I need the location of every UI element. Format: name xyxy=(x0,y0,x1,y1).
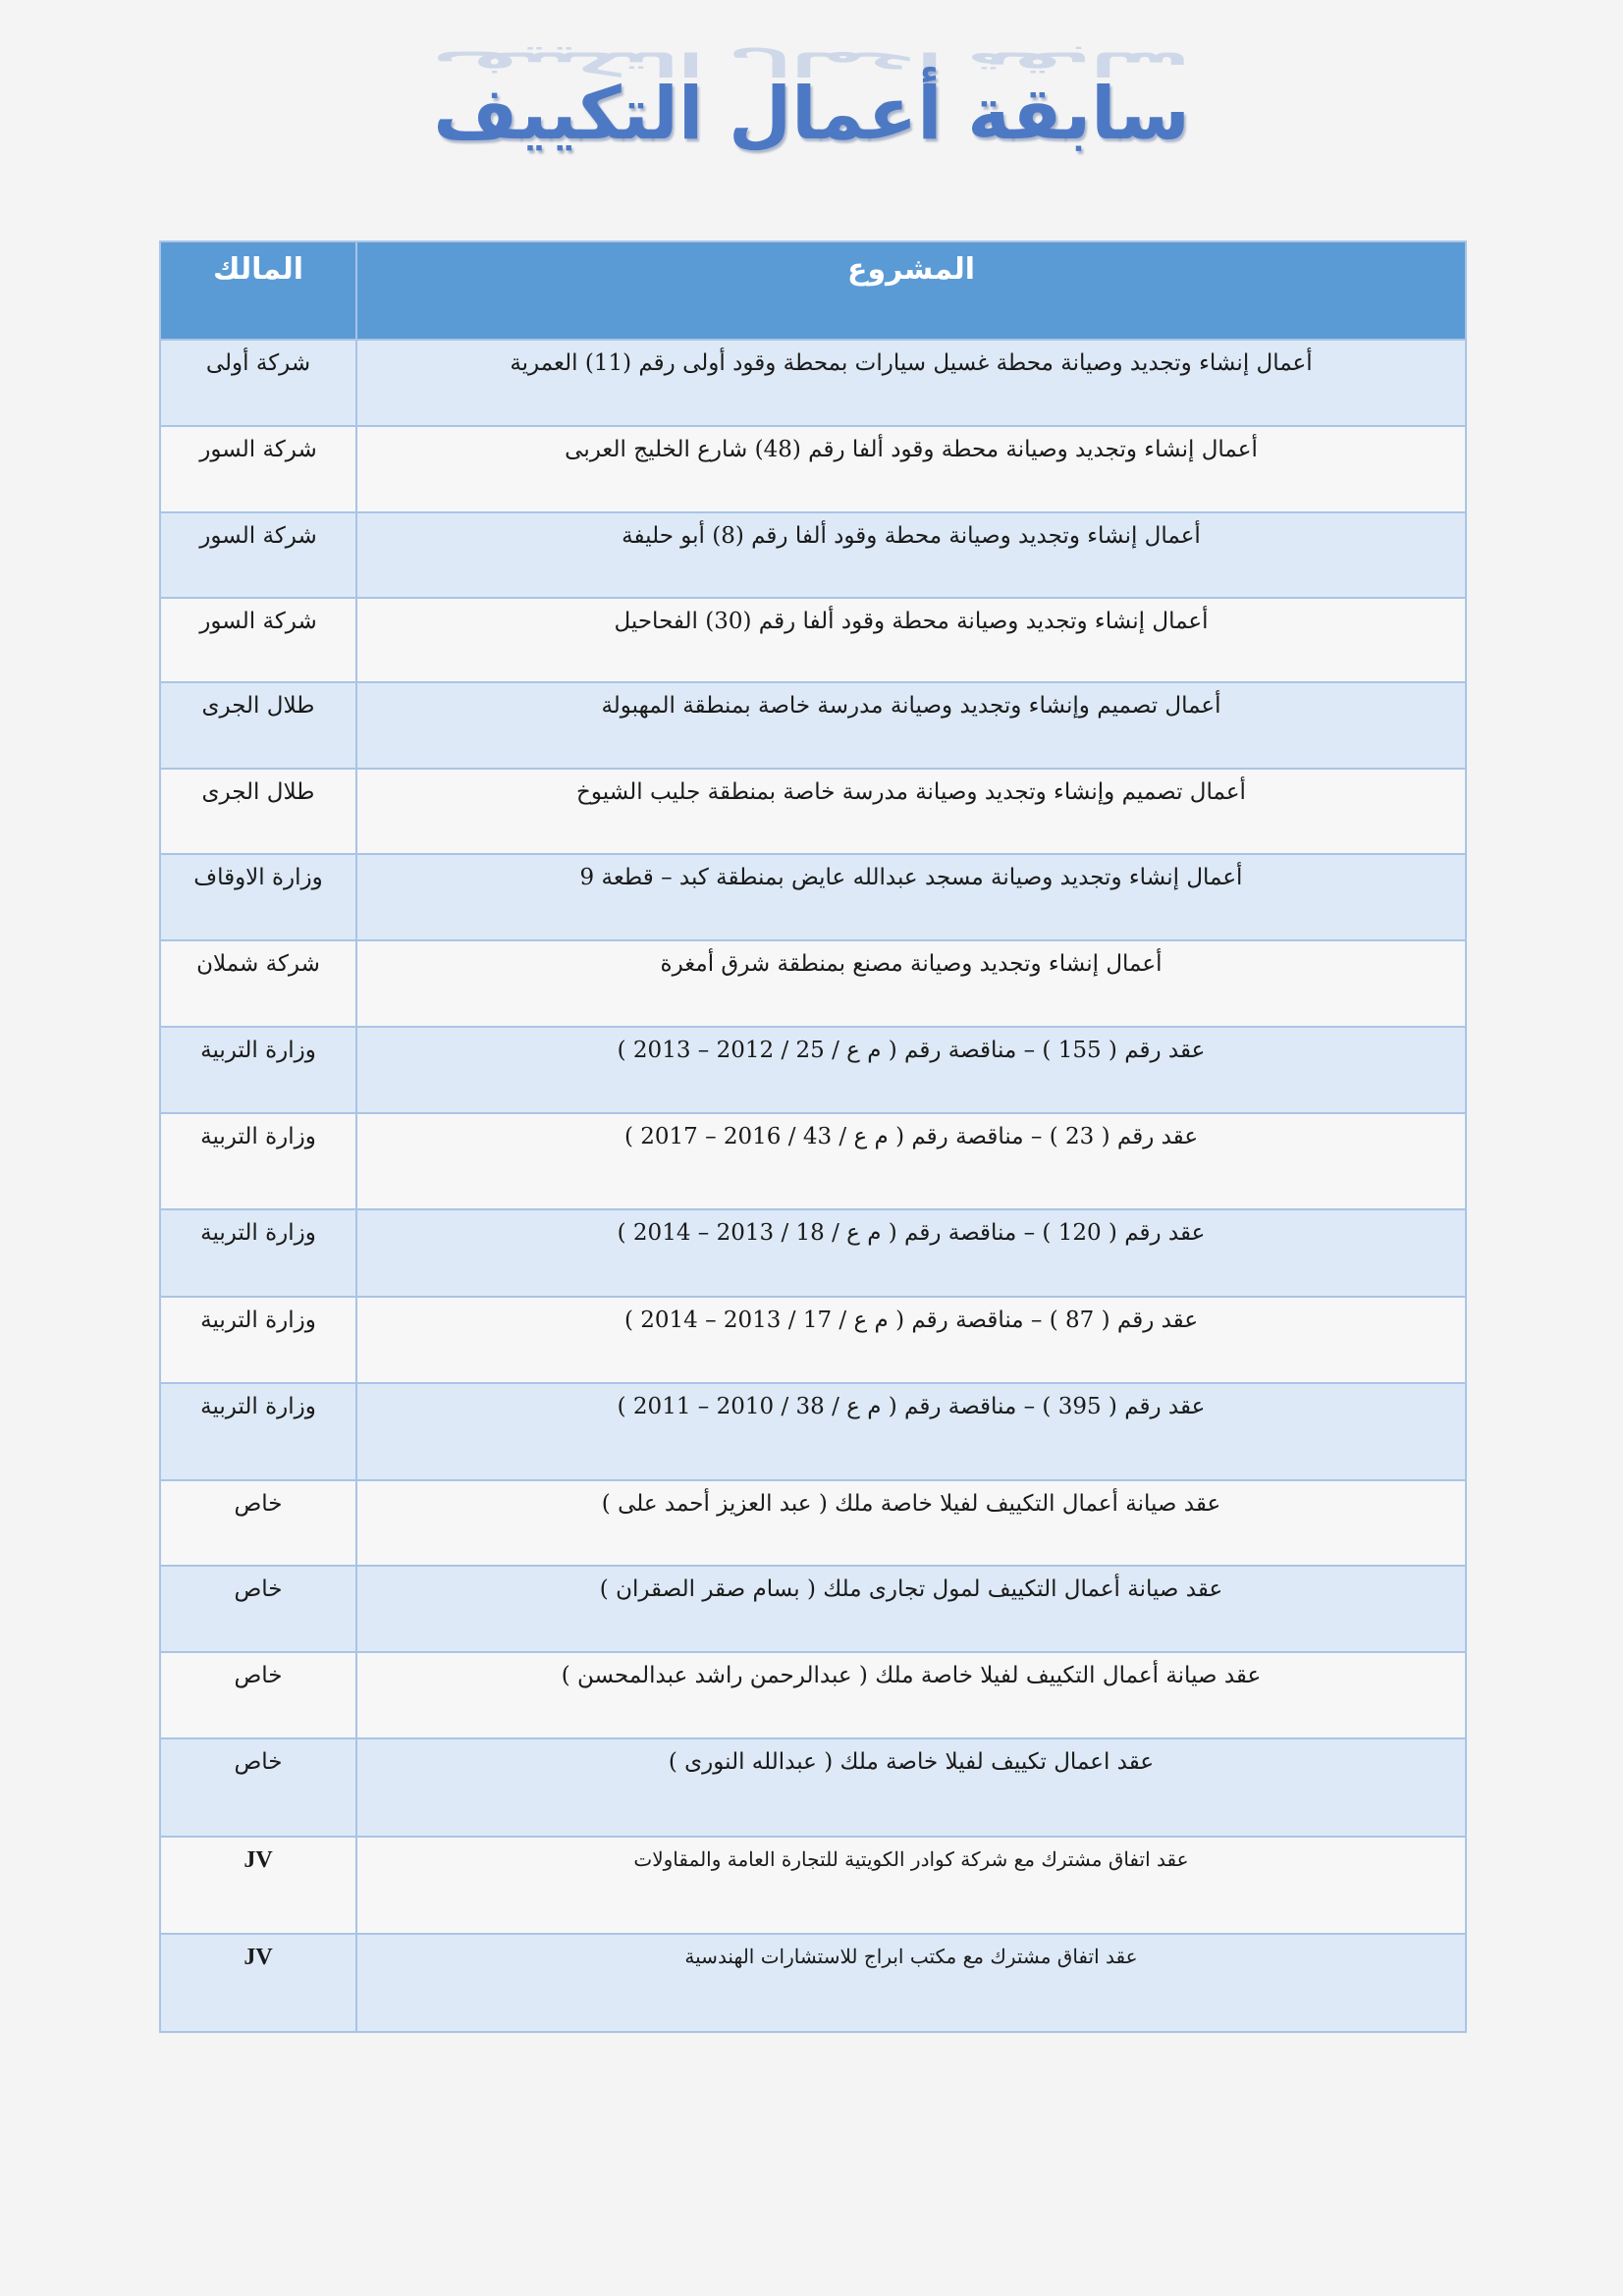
table-row xyxy=(160,682,1466,769)
owner-cell: خاص xyxy=(160,1738,356,1837)
owner-cell: خاص xyxy=(160,1480,356,1566)
table-row xyxy=(160,598,1466,682)
title-reflection-text: سابقة أعمال التكييف xyxy=(433,44,1190,83)
page-title: سابقة أعمال التكييف xyxy=(433,72,1190,156)
project-cell: أعمال تصميم وإنشاء وتجديد وصيانة مدرسة خاصة بمنطقة جليب الشيوخ xyxy=(356,769,1466,854)
table-row xyxy=(160,1297,1466,1383)
project-cell: عقد رقم ( 23 ) – مناقصة رقم ( م ع / 43 / 2016 – 2017 ) xyxy=(356,1113,1466,1209)
table-row xyxy=(160,1566,1466,1652)
owner-cell: شركة السور xyxy=(160,426,356,512)
project-cell: عقد رقم ( 87 ) – مناقصة رقم ( م ع / 17 / 2013 – 2014 ) xyxy=(356,1297,1466,1383)
table-row xyxy=(160,854,1466,940)
owner-cell: وزارة التربية xyxy=(160,1027,356,1113)
project-cell: عقد رقم ( 155 ) – مناقصة رقم ( م ع / 25 / 2012 – 2013 ) xyxy=(356,1027,1466,1113)
project-cell: أعمال تصميم وإنشاء وتجديد وصيانة مدرسة خاصة بمنطقة المهبولة xyxy=(356,682,1466,769)
table-row xyxy=(160,512,1466,598)
owner-cell: JV xyxy=(160,1934,356,2032)
project-cell: أعمال إنشاء وتجديد وصيانة محطة وقود ألفا رقم (8) أبو حليفة xyxy=(356,512,1466,598)
projects-table xyxy=(159,240,1467,2033)
owner-cell: شركة السور xyxy=(160,512,356,598)
table-row xyxy=(160,1383,1466,1480)
project-cell: أعمال إنشاء وتجديد وصيانة محطة وقود ألفا رقم (48) شارع الخليج العربى xyxy=(356,426,1466,512)
project-cell: أعمال إنشاء وتجديد وصيانة محطة غسيل سيارات بمحطة وقود أولى رقم (11) العمرية xyxy=(356,340,1466,426)
project-cell: أعمال إنشاء وتجديد وصيانة محطة وقود ألفا رقم (30) الفحاحيل xyxy=(356,598,1466,682)
project-cell: عقد رقم ( 120 ) – مناقصة رقم ( م ع / 18 / 2013 – 2014 ) xyxy=(356,1209,1466,1297)
table-row xyxy=(160,1113,1466,1209)
table-row xyxy=(160,426,1466,512)
owner-cell: خاص xyxy=(160,1652,356,1738)
project-cell: عقد صيانة أعمال التكييف لفيلا خاصة ملك ( عبدالرحمن راشد عبدالمحسن ) xyxy=(356,1652,1466,1738)
project-cell: أعمال إنشاء وتجديد وصيانة مصنع بمنطقة شرق أمغرة xyxy=(356,940,1466,1027)
table-row xyxy=(160,940,1466,1027)
owner-cell: شركة شملان xyxy=(160,940,356,1027)
project-cell: عقد صيانة أعمال التكييف لمول تجارى ملك ( بسام صقر الصقران ) xyxy=(356,1566,1466,1652)
owner-cell: وزارة التربية xyxy=(160,1297,356,1383)
owner-cell: شركة أولى xyxy=(160,340,356,426)
table-row xyxy=(160,1837,1466,1934)
owner-cell: شركة السور xyxy=(160,598,356,682)
table-header-row xyxy=(160,241,1466,340)
title-area xyxy=(0,72,1623,156)
table-row xyxy=(160,769,1466,854)
projects-table-container xyxy=(159,240,1465,2033)
owner-cell: خاص xyxy=(160,1566,356,1652)
project-cell: عقد صيانة أعمال التكييف لفيلا خاصة ملك ( عبد العزيز أحمد على ) xyxy=(356,1480,1466,1566)
project-cell: عقد اتفاق مشترك مع شركة كوادر الكويتية للتجارة العامة والمقاولات xyxy=(356,1837,1466,1934)
owner-cell: طلال الجرى xyxy=(160,682,356,769)
owner-cell: وزارة التربية xyxy=(160,1113,356,1209)
table-row xyxy=(160,340,1466,426)
project-cell: عقد اتفاق مشترك مع مكتب ابراج للاستشارات الهندسية xyxy=(356,1934,1466,2032)
owner-cell: وزارة الاوقاف xyxy=(160,854,356,940)
project-cell: عقد رقم ( 395 ) – مناقصة رقم ( م ع / 38 / 2010 – 2011 ) xyxy=(356,1383,1466,1480)
table-row xyxy=(160,1027,1466,1113)
header-owner: المالك xyxy=(160,241,356,340)
owner-cell: JV xyxy=(160,1837,356,1934)
project-cell: عقد اعمال تكييف لفيلا خاصة ملك ( عبدالله النورى ) xyxy=(356,1738,1466,1837)
table-row xyxy=(160,1738,1466,1837)
header-project: المشروع xyxy=(356,241,1466,340)
table-row xyxy=(160,1209,1466,1297)
owner-cell: وزارة التربية xyxy=(160,1209,356,1297)
project-cell: أعمال إنشاء وتجديد وصيانة مسجد عبدالله عايض بمنطقة كبد – قطعة 9 xyxy=(356,854,1466,940)
table-row xyxy=(160,1934,1466,2032)
table-row xyxy=(160,1480,1466,1566)
owner-cell: طلال الجرى xyxy=(160,769,356,854)
table-body xyxy=(160,340,1466,2032)
owner-cell: وزارة التربية xyxy=(160,1383,356,1480)
table-row xyxy=(160,1652,1466,1738)
